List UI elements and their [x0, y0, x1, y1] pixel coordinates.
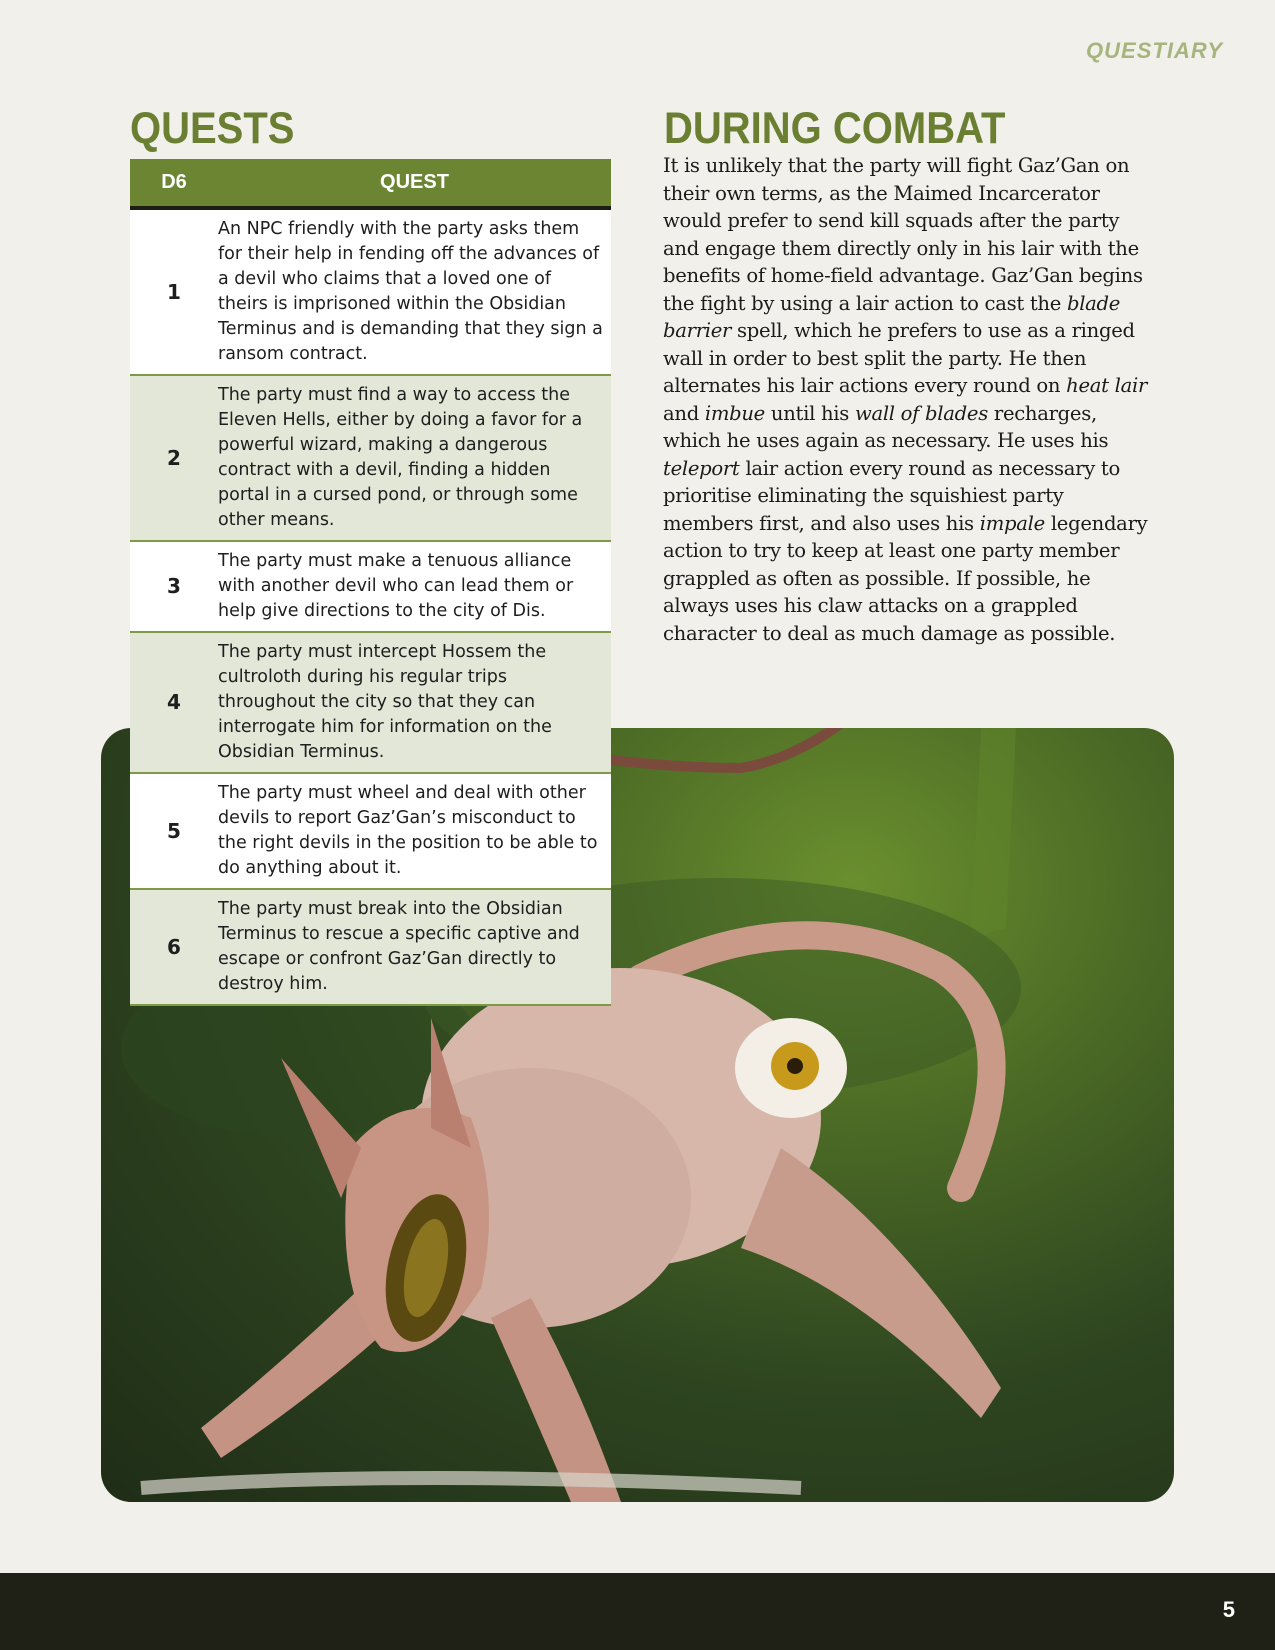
- quests-heading: QUESTS: [130, 104, 295, 154]
- spell-name-blade-barrier: blade barrier: [663, 291, 1121, 342]
- section-label: QUESTIARY: [1086, 38, 1223, 63]
- column-header-quest: QUEST: [218, 159, 611, 208]
- table-row: [130, 632, 611, 773]
- combat-text-segment: legendary action to try to keep at least one party member grappled as often as possible. If possible, he always uses his claw attacks on a grappled character to deal as much damage as possible.: [663, 511, 1148, 645]
- quest-text: The party must find a way to access the Eleven Hells, either by doing a favor for a powerful wizard, making a dangerous contract with a devil, finding a hidden portal in a cursed pond, or through some other means.: [218, 375, 611, 541]
- page-footer-band: [0, 1573, 1275, 1650]
- combat-text-segment: spell, which he prefers to use as a ringed wall in order to best split the party. He then alternates his lair actions every round on: [663, 319, 1135, 397]
- combat-text-segment: recharges, which he uses again as necessary. He uses his: [663, 401, 1109, 452]
- quest-text: The party must intercept Hossem the cultroloth during his regular trips throughout the city so that they can interrogate him for information on the Obsidian Terminus.: [218, 632, 611, 773]
- table-row: [130, 541, 611, 632]
- combat-text-segment: lair action every round as necessary to prioritise eliminating the squishiest party members first, and also uses his: [663, 456, 1120, 535]
- page-number: 5: [1222, 1597, 1235, 1622]
- quest-text: An NPC friendly with the party asks them for their help in fending off the advances of a devil who claims that a loved one of theirs is imprisoned within the Obsidian Terminus and is demanding that they sign a ransom contract.: [218, 208, 611, 375]
- quests-table: [130, 159, 611, 1006]
- during-combat-paragraph: [663, 152, 1153, 647]
- roll-number: 5: [130, 773, 218, 889]
- lair-action-imbue: imbue: [704, 401, 765, 425]
- during-combat-heading: DURING COMBAT: [664, 104, 1006, 154]
- lair-action-teleport: teleport: [663, 456, 740, 480]
- table-row: [130, 773, 611, 889]
- quest-text: The party must break into the Obsidian Terminus to rescue a specific captive and escape or confront Gaz’Gan directly to destroy him.: [218, 889, 611, 1005]
- roll-number: 4: [130, 632, 218, 773]
- table-row: [130, 208, 611, 375]
- roll-number: 3: [130, 541, 218, 632]
- quest-text: The party must make a tenuous alliance with another devil who can lead them or help give directions to the city of Dis.: [218, 541, 611, 632]
- ability-wall-of-blades: wall of blades: [854, 401, 988, 425]
- roll-number: 2: [130, 375, 218, 541]
- column-header-d6: D6: [130, 159, 218, 208]
- quest-text: The party must wheel and deal with other devils to report Gaz’Gan’s misconduct to the right devils in the position to be able to do anything about it.: [218, 773, 611, 889]
- legendary-action-impale: impale: [979, 511, 1045, 535]
- combat-text-segment: It is unlikely that the party will fight Gaz’Gan on their own terms, as the Maimed Incarcerator would prefer to send kill squads after the party and engage them directly only in his lair with the benefits of home-field advantage. Gaz’Gan begins the fight by using a lair action to cast the: [663, 154, 1143, 315]
- combat-text-segment: until his: [764, 401, 855, 425]
- table-row: [130, 375, 611, 541]
- roll-number: 1: [130, 208, 218, 375]
- roll-number: 6: [130, 889, 218, 1005]
- lair-action-heat-lair: heat lair: [1066, 374, 1148, 397]
- combat-text-segment: and: [663, 401, 705, 425]
- table-row: [130, 889, 611, 1005]
- quests-table-header: [130, 159, 611, 208]
